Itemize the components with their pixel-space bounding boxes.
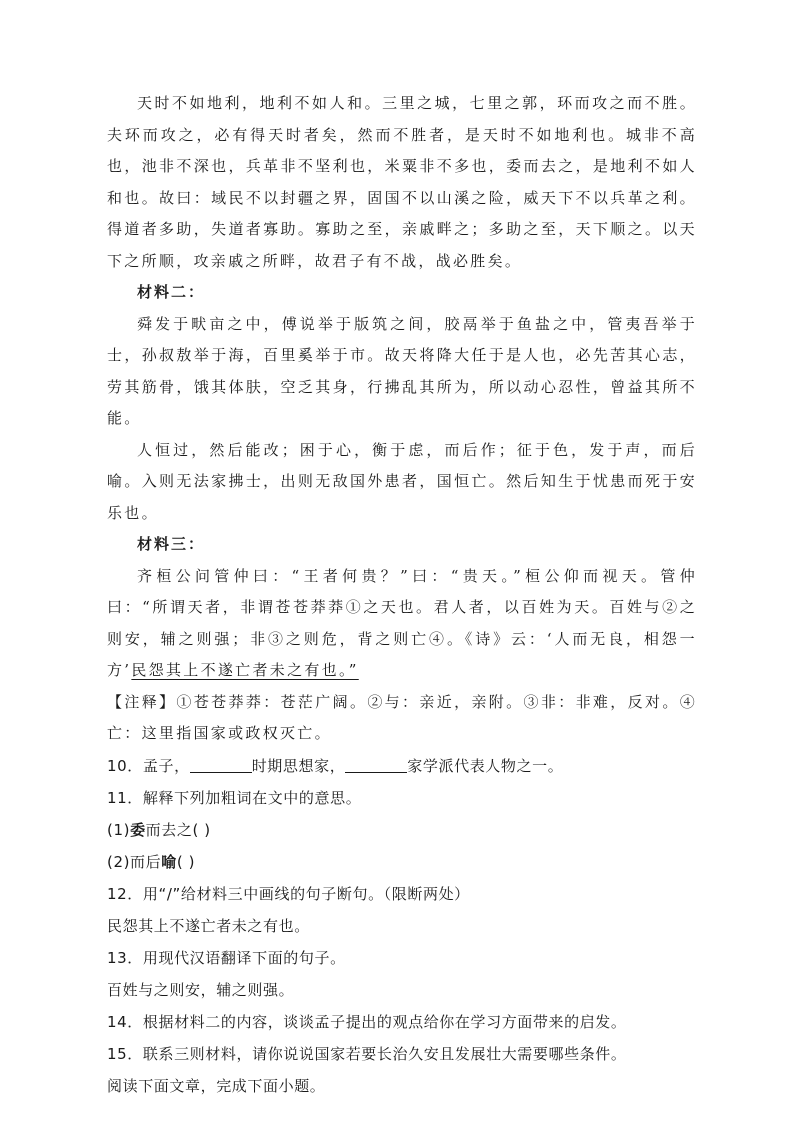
item-text: (2)而后 <box>107 852 162 871</box>
answer-blank-school[interactable] <box>345 755 407 773</box>
question-13-sentence: 百姓与之则安，辅之则强。 <box>107 980 295 999</box>
question-11: 11．解释下列加粗词在文中的意思。 <box>107 788 362 807</box>
material-one-text: 天时不如地利，地利不如人和。三里之城，七里之郭，环而攻之而不胜。夫环而攻之，必有得天时者矣，然而不胜者，是天时不如地利也。城非不高也，池非不深也，兵革非不坚利也，米粟非不多也，委而去之，是地利不如人和也。故曰：域民不以封疆之界，固国不以山溪之险，威天下不以兵革之利。得道者多助，失道者寡助。寡助之至，亲戚畔之；多助之至，天下顺之。以天下之所顺，攻亲戚之所畔，故君子有不战，战必胜矣。 <box>107 94 697 270</box>
bold-word: 委 <box>130 820 146 839</box>
question-10-part-3: 家学派代表人物之一。 <box>407 756 564 775</box>
reading-instruction: 阅读下面文章，完成下面小题。 <box>107 1076 326 1095</box>
question-13: 13．用现代汉语翻译下面的句子。 <box>107 948 346 967</box>
material-three-text <box>107 561 697 687</box>
question-10-part-2: 时期思想家， <box>251 756 346 775</box>
item-number: (1) <box>107 820 131 839</box>
annotation-label: 【注释】 <box>107 692 177 711</box>
material-two-heading: 材料二： <box>137 283 206 301</box>
question-10-part-1: 10．孟子， <box>107 756 190 775</box>
answer-blank-period[interactable] <box>190 755 252 773</box>
bold-word: 喻 <box>161 852 177 871</box>
underlined-sentence: 民怨其上不遂亡者未之有也。” <box>131 661 359 679</box>
question-10 <box>107 750 697 782</box>
material-three-heading: 材料三： <box>137 535 206 553</box>
question-11-item-2 <box>107 846 697 878</box>
item-text: ( ) <box>176 852 196 871</box>
annotation-text: ①苍苍莽莽：苍茫广阔。②与：亲近，亲附。③非：非难，反对。④亡：这里指国家或政权灭亡。 <box>107 692 697 742</box>
question-12: 12．用“/”给材料三中画线的句子断句。（限断两处） <box>107 884 470 903</box>
question-14: 14．根据材料二的内容，谈谈孟子提出的观点给你在学习方面带来的启发。 <box>107 1012 627 1031</box>
question-12-sentence: 民怨其上不遂亡者未之有也。 <box>107 916 310 935</box>
material-two-paragraph-2: 人恒过，然后能改；困于心，衡于虑，而后作；征于色，发于声，而后喻。入则无法家拂士，出则无敌国外患者，国恒亡。然后知生于忧患而死于安乐也。 <box>107 440 697 522</box>
question-11-item-1 <box>107 814 697 846</box>
question-15: 15．联系三则材料，请你说说国家若要长治久安且发展壮大需要哪些条件。 <box>107 1044 627 1063</box>
item-text: 而去之( ) <box>145 820 211 839</box>
annotation <box>107 687 697 750</box>
material-two-paragraph-1: 舜发于畎亩之中，傅说举于版筑之间，胶鬲举于鱼盐之中，管夷吾举于士，孙叔敖举于海，百里奚举于市。故天将降大任于是人也，必先苦其心志，劳其筋骨，饿其体肤，空乏其身，行拂乱其所为，所以动心忍性，曾益其所不能。 <box>107 314 697 427</box>
document-content <box>107 88 697 1102</box>
material-three-body: 齐桓公问管仲曰：“王者何贵？”曰：“贵天。”桓公仰而视天。管仲曰：“所谓天者，非谓苍苍莽莽①之天也。君人者，以百姓为天。百姓与②之则安，辅之则强；非③之则危，背之则亡④。《诗》云：‘人而无良，相怨一方’ <box>107 566 697 679</box>
